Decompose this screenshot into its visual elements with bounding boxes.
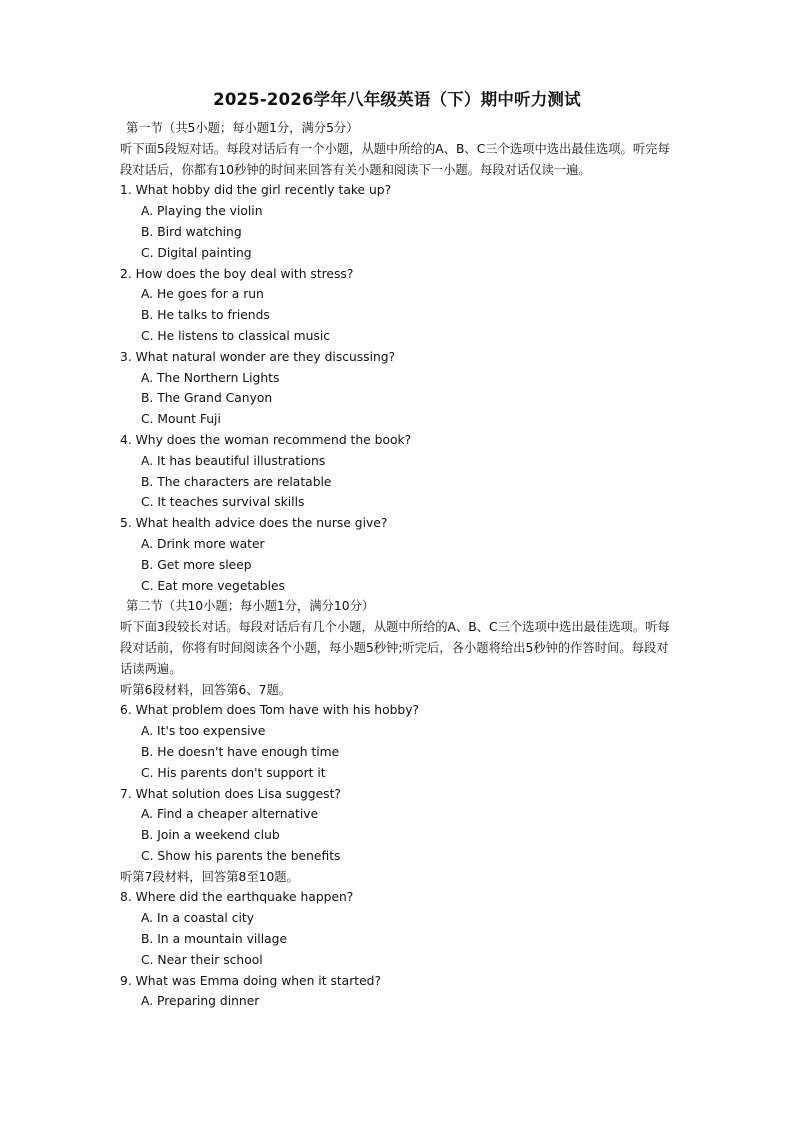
answer-option: C. Mount Fuji <box>141 412 221 427</box>
answer-option: C. His parents don't support it <box>141 765 326 780</box>
material-7-instruction: 听第7段材料，回答第8至10题。 <box>120 869 299 884</box>
document-body <box>120 118 680 1012</box>
answer-option: C. Digital painting <box>141 245 252 260</box>
question-text: 4. Why does the woman recommend the book? <box>120 432 412 447</box>
answer-option: C. It teaches survival skills <box>141 495 305 510</box>
answer-option: A. The Northern Lights <box>141 370 280 385</box>
answer-option: C. Show his parents the benefits <box>141 848 341 863</box>
page-title: 2025-2026学年八年级英语（下）期中听力测试 <box>213 90 581 109</box>
question-text: 5. What health advice does the nurse give? <box>120 516 388 531</box>
answer-option: B. Bird watching <box>141 224 242 239</box>
section-1-instructions: 听下面5段短对话。每段对话后有一个小题，从题中所给的A、B、C三个选项中选出最佳选项。听完每段对话后，你都有10秒钟的时间来回答有关小题和阅读下一小题。每段对话仅读一遍。 <box>120 141 670 177</box>
answer-option: C. Eat more vegetables <box>141 578 285 593</box>
question-text: 7. What solution does Lisa suggest? <box>120 786 341 801</box>
answer-option: A. In a coastal city <box>141 911 254 926</box>
answer-option: A. It's too expensive <box>141 724 266 739</box>
material-6-questions <box>120 700 680 866</box>
answer-option: B. The Grand Canyon <box>141 391 273 406</box>
answer-option: A. It has beautiful illustrations <box>141 453 326 468</box>
answer-option: C. He listens to classical music <box>141 328 331 343</box>
question-text: 1. What hobby did the girl recently take up? <box>120 183 392 198</box>
section-1-questions <box>120 180 680 596</box>
material-7-questions <box>120 887 680 1012</box>
question-text: 8. Where did the earthquake happen? <box>120 890 354 905</box>
answer-option: A. Find a cheaper alternative <box>141 807 319 822</box>
section-1-heading: 第一节（共5小题；每小题1分，满分5分） <box>126 121 359 135</box>
answer-option: B. Join a weekend club <box>141 828 280 843</box>
section-2-instructions: 听下面3段较长对话。每段对话后有几个小题，从题中所给的A、B、C三个选项中选出最佳选项。听每段对话前，你将有时间阅读各个小题，每小题5秒钟;听完后，各小题将给出5秒钟的作答时间。每段对话读两遍。 <box>120 620 670 676</box>
answer-option: A. Drink more water <box>141 536 265 551</box>
question-text: 3. What natural wonder are they discussing? <box>120 349 396 364</box>
answer-option: B. The characters are relatable <box>141 474 332 489</box>
answer-option: A. Preparing dinner <box>141 994 260 1009</box>
answer-option: B. In a mountain village <box>141 932 288 947</box>
answer-option: B. He talks to friends <box>141 308 270 323</box>
answer-option: A. He goes for a run <box>141 287 264 302</box>
question-text: 9. What was Emma doing when it started? <box>120 973 381 988</box>
section-2-heading: 第二节（共10小题；每小题1分，满分10分） <box>126 599 375 614</box>
answer-option: A. Playing the violin <box>141 204 263 219</box>
answer-option: C. Near their school <box>141 952 263 967</box>
answer-option: B. He doesn't have enough time <box>141 744 340 759</box>
answer-option: B. Get more sleep <box>141 557 252 572</box>
question-text: 6. What problem does Tom have with his hobby? <box>120 703 420 718</box>
question-text: 2. How does the boy deal with stress? <box>120 266 354 281</box>
material-6-instruction: 听第6段材料，回答第6、7题。 <box>120 682 292 697</box>
